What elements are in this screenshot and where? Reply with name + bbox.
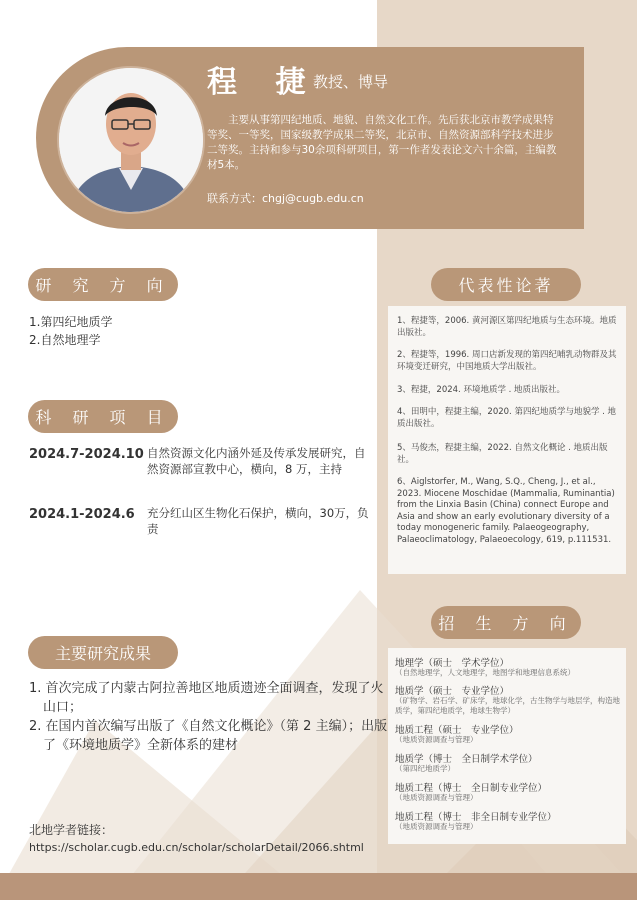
research-heading: 研 究 方 向 <box>28 268 178 301</box>
achievements-heading: 主要研究成果 <box>28 636 178 669</box>
profile-name: 程 捷 <box>207 65 320 100</box>
profile-bio: 主要从事第四纪地质、地貌、自然文化工作。先后获北京市教学成果特等奖、一等奖，国家级教学成果二等奖，北京市、自然资源部科学技术进步二等奖。主持和参与30余项科研项目，第一作者发表论文六十余篇，主编教材5本。 <box>207 114 557 171</box>
enrollment-sub: （矿物学、岩石学、矿床学，地球化学，古生物学与地层学，构造地质学，第四纪地质学，地球生物学） <box>395 696 620 715</box>
footer-bar <box>0 873 637 900</box>
project-date: 2024.1-2024.6 <box>29 507 135 522</box>
enrollment-title: 地质学（硕士 专业学位） <box>395 686 510 697</box>
enrollment-heading: 招 生 方 向 <box>431 606 581 639</box>
scholar-link-label: 北地学者链接： <box>29 823 114 837</box>
publication-item: 4、田明中，程捷主编，2020. 第四纪地质学与地貌学 . 地质出版社。 <box>397 407 617 429</box>
publication-item: 6、Aiglstorfer, M., Wang, S.Q., Cheng, J., et al., 2023. Miocene Moschidae (Mammalia, Ruminantia) from the Linxia Basin (China) connect Europe and Asia and show an early evolutionary diversity of a today monogeneric family. Palaeogeography, Palaeoclimatology, Palaeoecology, 619, p.111531. <box>397 477 615 545</box>
contact-email: 联系方式：chgj@cugb.edu.cn <box>207 192 364 205</box>
achievement-item: 1. 首次完成了内蒙古阿拉善地区地质遗迹全面调查，发现了火山口； <box>29 681 384 715</box>
enrollment-sub: （地质资源调查与管理） <box>395 793 478 802</box>
project-date: 2024.7-2024.10 <box>29 447 144 462</box>
publication-item: 5、马俊杰，程捷主编，2022. 自然文化概论 . 地质出版社。 <box>397 443 608 465</box>
enrollment-sub: （第四纪地质学） <box>395 764 455 773</box>
research-item: 1.第四纪地质学 <box>29 315 113 329</box>
enrollment-title: 地理学（硕士 学术学位） <box>395 658 510 669</box>
enrollment-title: 地质学（博士 全日制学术学位） <box>395 754 538 765</box>
research-item: 2.自然地理学 <box>29 333 101 347</box>
projects-heading: 科 研 项 目 <box>28 400 178 433</box>
enrollment-sub: （地质资源调查与管理） <box>395 822 478 831</box>
project-desc: 充分红山区生物化石保护，横向，30万，负责 <box>147 506 369 536</box>
project-desc: 自然资源文化内涵外延及传承发展研究，自然资源部宣教中心，横向，8 万，主持 <box>147 446 366 476</box>
enrollment-sub: （自然地理学，人文地理学，地图学和地理信息系统） <box>395 668 575 677</box>
profile-photo <box>57 66 205 214</box>
publication-item: 2、程捷等，1996. 周口店新发现的第四纪哺乳动物群及其环境变迁研究，中国地质大学出版社。 <box>397 350 617 372</box>
enrollment-title: 地质工程（博士 非全日制专业学位） <box>395 812 557 823</box>
enrollment-title: 地质工程（硕士 专业学位） <box>395 725 519 736</box>
scholar-link[interactable]: https://scholar.cugb.edu.cn/scholar/scholarDetail/2066.shtml <box>29 841 364 854</box>
achievement-item: 2. 在国内首次编写出版了《自然文化概论》（第 2 主编）；出版了《环境地质学》全新体系的建材 <box>29 719 388 753</box>
enrollment-title: 地质工程（博士 全日制专业学位） <box>395 783 548 794</box>
enrollment-sub: （地质资源调查与管理） <box>395 735 478 744</box>
publications-heading: 代表性论著 <box>431 268 581 301</box>
profile-title: 教授、博导 <box>313 73 389 91</box>
publication-item: 3、程捷，2024. 环境地质学 . 地质出版社。 <box>397 385 566 395</box>
publication-item: 1、程捷等，2006. 黄河源区第四纪地质与生态环境。地质出版社。 <box>397 316 617 338</box>
